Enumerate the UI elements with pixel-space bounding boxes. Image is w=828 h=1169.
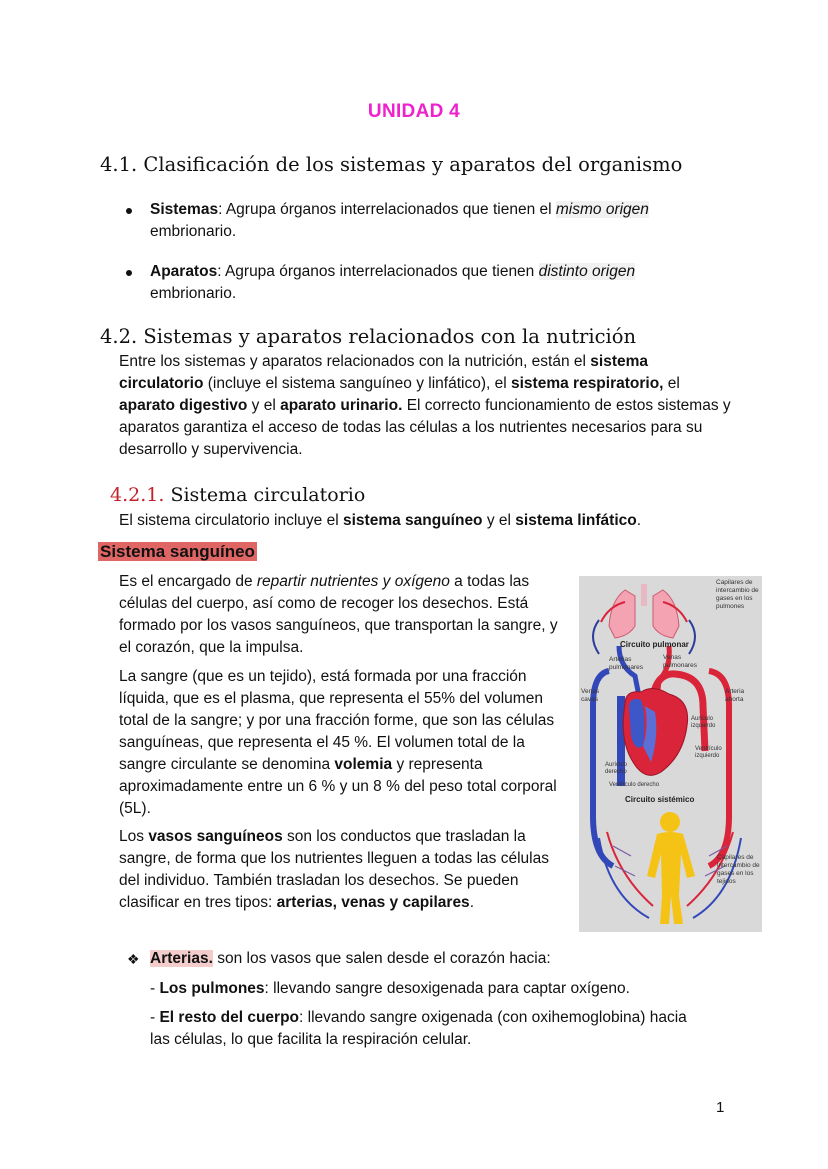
- label-ventriculo-izquierdo: Ventrículo izquierdo: [695, 746, 722, 759]
- bold-term: El resto del cuerpo: [159, 1009, 300, 1026]
- text: y el: [482, 512, 516, 529]
- bold-term: sistema circulatorio: [119, 353, 649, 392]
- label-auriculo-izquierdo: Aurículo izquierdo: [691, 716, 716, 729]
- section-4-2-paragraph: [119, 351, 731, 461]
- arterias-item-resto-cuerpo: [150, 1007, 710, 1051]
- text: Los: [119, 828, 149, 845]
- bold-term: Los pulmones: [159, 980, 265, 997]
- bold-term: aparato urinario.: [280, 397, 403, 414]
- label-ventriculo-derecho: Ventrículo derecho: [609, 782, 660, 788]
- arterias-line: [150, 948, 750, 970]
- unit-title: UNIDAD 4: [367, 101, 461, 122]
- label-circuito-sistemico: Circuito sistémico: [625, 795, 695, 804]
- sanguineo-paragraph-1: [119, 571, 566, 659]
- label-auriculo-derecho: Aurículo derecho: [605, 762, 628, 775]
- term: Sistemas: [150, 201, 219, 218]
- label-circuito-pulmonar: Circuito pulmonar: [620, 640, 689, 649]
- section-4-2-title: 4.2. Sistemas y aparatos relacionados con la nutrición: [100, 325, 637, 348]
- page-number: 1: [716, 1099, 725, 1116]
- text: Es el encargado de: [119, 573, 257, 590]
- highlight: distinto origen: [538, 263, 636, 280]
- text: El correcto funcionamiento de estos sistemas y aparatos garantiza el acceso de todas las células a los nutrientes necesarios para su desarrollo y supervivencia.: [119, 397, 731, 458]
- text: El sistema circulatorio incluye el: [119, 512, 343, 529]
- sanguineo-paragraph-3: [119, 826, 566, 914]
- text: Entre los sistemas y aparatos relacionados con la nutrición, están el: [119, 353, 591, 370]
- bullet-line2: embrionario.: [150, 223, 237, 240]
- text: el: [663, 375, 680, 392]
- text: La sangre (que es un tejido), está formada por una fracción líquida, que es el plasma, que representa el 55% del volumen total de la sangre; y por una fracción forme, que son las células sanguíneas, que representa el 45 %. El volumen total de la sangre circulante se denomina: [119, 668, 555, 773]
- bullet-dot: [126, 208, 132, 214]
- circulatory-system-diagram: [579, 576, 762, 932]
- text: : llevando sangre desoxigenada para captar oxígeno.: [264, 980, 630, 997]
- section-number: 4.2.1.: [110, 484, 165, 506]
- bullet-sistemas: [150, 199, 710, 243]
- term: Aparatos: [150, 263, 218, 280]
- bold-term: vasos sanguíneos: [148, 828, 283, 845]
- text: son los conductos que trasladan la sangre, de forma que los nutrientes lleguen a todas las células del individuo. También trasladan los desechos. Se pueden clasificar en tres tipos:: [119, 828, 549, 911]
- arterias-item-pulmones: [150, 978, 710, 1000]
- bold-term: sistema respiratorio,: [511, 375, 664, 392]
- text: : llevando sangre oxigenada (con oxihemoglobina) hacia las células, lo que facilita la respiración celular.: [150, 1009, 687, 1048]
- bullet-text: : Agrupa órganos interrelacionados que tienen: [217, 263, 539, 280]
- text: .: [636, 512, 642, 529]
- dash: -: [150, 1009, 160, 1026]
- section-4-2-1-title: [110, 484, 365, 506]
- sistema-sanguineo-heading: [98, 540, 257, 563]
- label-capilares-pulmones: Capilares de intercambio de gases en los pulmones: [716, 579, 759, 610]
- label-capilares-tejidos: Capilares de intercambio de gases en los tejidos: [717, 854, 760, 885]
- bullet-dot: [126, 270, 132, 276]
- bold-term: sistema sanguíneo: [342, 512, 483, 529]
- bold-term: aparato digestivo: [119, 397, 248, 414]
- bold-term: arterias, venas y capilares: [276, 894, 470, 911]
- text: y el: [247, 397, 281, 414]
- label-arterias-pulmonares: Arterias pulmonares: [609, 656, 643, 671]
- bold-term: volemia: [334, 756, 393, 773]
- label-venas-cavas: Venas cavas: [581, 688, 600, 703]
- heading-text: Sistema sanguíneo: [100, 542, 255, 561]
- text: y representa aproximadamente entre un 6 % y un 8 % del peso total corporal (5L).: [119, 756, 557, 817]
- arterias-term: Arterias.: [150, 950, 213, 967]
- section-4-1-title: 4.1. Clasificación de los sistemas y aparatos del organismo: [100, 153, 683, 176]
- text: (incluye el sistema sanguíneo y linfático), el: [203, 375, 511, 392]
- text: son los vasos que salen desde el corazón hacia:: [212, 950, 551, 967]
- bold-term: sistema linfático: [515, 512, 637, 529]
- bullet-text: : Agrupa órganos interrelacionados que tienen el: [218, 201, 556, 218]
- bullet-line2: embrionario.: [150, 285, 237, 302]
- label-arteria-aorta: Arteria ahorta: [725, 688, 745, 703]
- text: .: [469, 894, 474, 911]
- diamond-bullet-icon: ❖: [127, 951, 140, 967]
- section-title-text: Sistema circulatorio: [170, 484, 366, 506]
- bullet-aparatos: [150, 261, 710, 305]
- italic-text: repartir nutrientes y oxígeno: [256, 573, 450, 590]
- highlight: mismo origen: [555, 201, 649, 218]
- section-4-2-1-intro: [119, 510, 719, 532]
- label-venas-pulmonares: Venas pulmonares: [663, 654, 697, 669]
- sanguineo-paragraph-2: [119, 666, 566, 820]
- dash: -: [150, 980, 160, 997]
- text: a todas las células del cuerpo, así como de recoger los desechos. Está formado por los vasos sanguíneos, que transportan la sangre, y el corazón, que la impulsa.: [119, 573, 558, 656]
